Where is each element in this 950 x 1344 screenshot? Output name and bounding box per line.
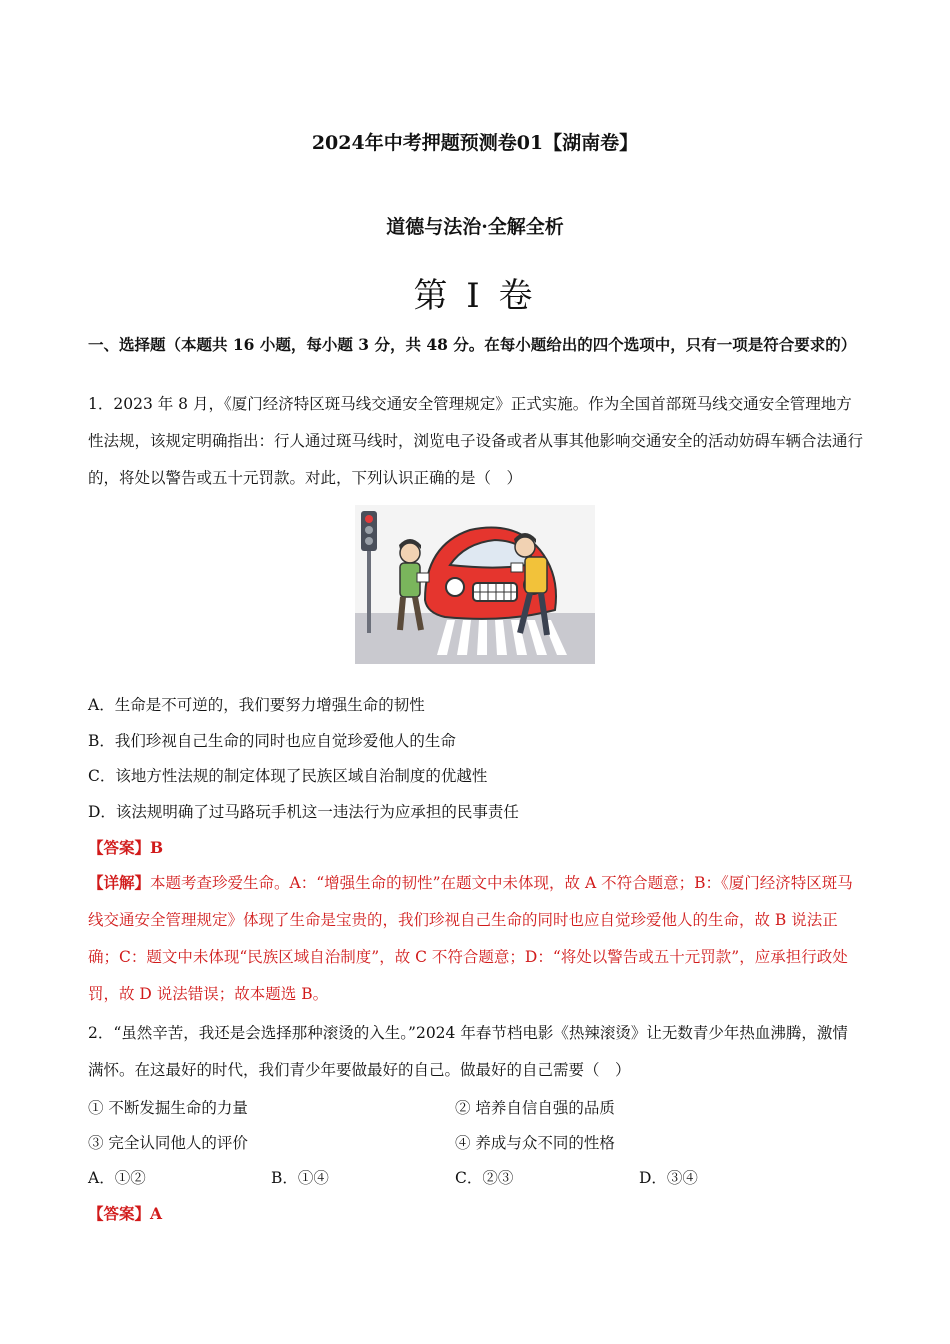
question-1-option-a: A．生命是不可逆的，我们要努力增强生命的韧性 bbox=[88, 696, 425, 714]
question-2-item-4: ④ 养成与众不同的性格 bbox=[455, 1134, 615, 1152]
question-2-choice-d: D．③④ bbox=[639, 1169, 698, 1187]
document-title: 2024年中考押题预测卷01【湖南卷】 bbox=[311, 132, 639, 154]
section-heading: 一、选择题（本题共 16 小题，每小题 3 分，共 48 分。在每小题给出的四个选项中，只有一项是符合要求的） bbox=[88, 335, 857, 354]
question-2-choice-c: C．②③ bbox=[455, 1169, 514, 1187]
document-subtitle: 道德与法治·全解全析 bbox=[386, 216, 564, 238]
question-2-stem: 2．“虽然辛苦，我还是会选择那种滚烫的入生。”2024 年春节档电影《热辣滚烫》让无数青少年热血沸腾，激情满怀。在这最好的时代，我们青少年要做最好的自己。做最好的自己需要（ ） bbox=[88, 1024, 848, 1079]
question-1-option-b: B．我们珍视自己生命的同时也应自觉珍爱他人的生命 bbox=[88, 732, 456, 750]
question-2-item-2: ② 培养自信自强的品质 bbox=[455, 1099, 615, 1117]
question-1-stem: 1．2023 年 8 月，《厦门经济特区斑马线交通安全管理规定》正式实施。作为全国首部斑马线交通安全管理地方性法规，该规定明确指出：行人通过斑马线时，浏览电子设备或者从事其他影响交通安全的活动妨碍车辆合法通行的，将处以警告或五十元罚款。对此，下列认识正确的是（ ） bbox=[88, 395, 864, 487]
question-2-item-3: ③ 完全认同他人的评价 bbox=[88, 1134, 248, 1152]
crosswalk-illustration bbox=[355, 505, 595, 664]
question-1-answer: 【答案】B bbox=[88, 838, 164, 857]
question-1-analysis bbox=[88, 864, 863, 1013]
question-2-choice-b: B．①④ bbox=[271, 1169, 329, 1187]
analysis-label: 【详解】 bbox=[88, 873, 151, 892]
question-2-choice-a: A．①② bbox=[88, 1169, 146, 1187]
question-2-item-1: ① 不断发掘生命的力量 bbox=[88, 1099, 248, 1117]
question-1-option-d: D．该法规明确了过马路玩手机这一违法行为应承担的民事责任 bbox=[88, 803, 519, 821]
question-2-answer: 【答案】A bbox=[88, 1204, 163, 1223]
question-1-option-c: C．该地方性法规的制定体现了民族区域自治制度的优越性 bbox=[88, 767, 488, 785]
volume-heading: 第 I 卷 bbox=[413, 276, 537, 316]
analysis-text: 本题考查珍爱生命。A：“增强生命的韧性”在题文中未体现，故 A 不符合题意；B：《厦门经济特区斑马线交通安全管理规定》体现了生命是宝贵的，我们珍视自己生命的同时也应自觉珍爱他人的生命，故 B 说法正确；C：题文中未体现“民族区域自治制度”，故 C 不符合题意；D：“将处以警告或五十元罚款”，应承担行政处罚，故 D 说法错误；故本题选 B。 bbox=[88, 874, 853, 1003]
